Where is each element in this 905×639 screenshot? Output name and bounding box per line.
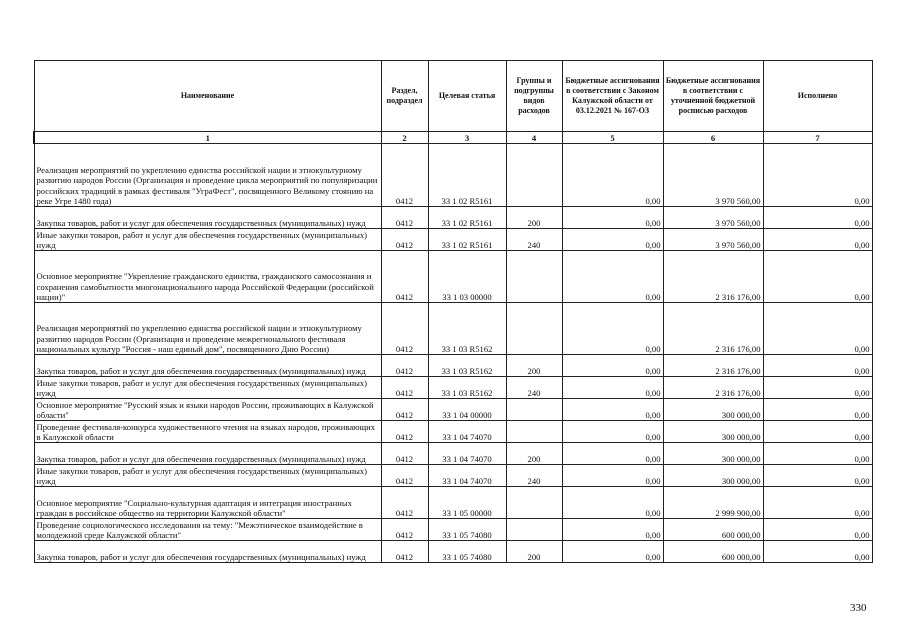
cell-group bbox=[506, 251, 562, 303]
cell-section: 0412 bbox=[381, 399, 428, 421]
cell-name: Проведение фестиваля-конкурса художественного чтения на языках народов, проживающих в Калужской области bbox=[34, 421, 381, 443]
table-row bbox=[34, 399, 872, 421]
cell-group bbox=[506, 421, 562, 443]
cell-section: 0412 bbox=[381, 303, 428, 355]
cell-section: 0412 bbox=[381, 487, 428, 519]
cell-target: 33 1 04 74070 bbox=[428, 465, 506, 487]
table-row bbox=[34, 443, 872, 465]
cell-law: 0,00 bbox=[562, 443, 663, 465]
cell-group: 240 bbox=[506, 229, 562, 251]
cell-section: 0412 bbox=[381, 519, 428, 541]
cell-name: Основное мероприятие "Русский язык и языки народов России, проживающих в Калужской области" bbox=[34, 399, 381, 421]
cell-done: 0,00 bbox=[763, 207, 872, 229]
cell-law: 0,00 bbox=[562, 207, 663, 229]
cell-target: 33 1 02 R5161 bbox=[428, 229, 506, 251]
header-target: Целевая статья bbox=[428, 61, 506, 132]
table-row bbox=[34, 541, 872, 563]
cell-name: Иные закупки товаров, работ и услуг для обеспечения государственных (муниципальных) нужд bbox=[34, 465, 381, 487]
cell-section: 0412 bbox=[381, 229, 428, 251]
cell-done: 0,00 bbox=[763, 303, 872, 355]
cell-updated: 300 000,00 bbox=[663, 399, 763, 421]
cell-updated: 2 316 176,00 bbox=[663, 355, 763, 377]
cell-law: 0,00 bbox=[562, 465, 663, 487]
cell-target: 33 1 02 R5161 bbox=[428, 144, 506, 207]
cell-name: Иные закупки товаров, работ и услуг для обеспечения государственных (муниципальных) нужд bbox=[34, 229, 381, 251]
table-row bbox=[34, 519, 872, 541]
cell-updated: 3 970 560,00 bbox=[663, 207, 763, 229]
cell-target: 33 1 02 R5161 bbox=[428, 207, 506, 229]
header-law: Бюджетные ассигнования в соответствии с Законом Калужской области от 03.12.2021 № 167-ОЗ bbox=[562, 61, 663, 132]
cell-group: 200 bbox=[506, 443, 562, 465]
cell-done: 0,00 bbox=[763, 465, 872, 487]
header-done: Исполнено bbox=[763, 61, 872, 132]
column-number: 7 bbox=[763, 132, 872, 144]
cell-section: 0412 bbox=[381, 541, 428, 563]
cell-done: 0,00 bbox=[763, 443, 872, 465]
column-number: 5 bbox=[562, 132, 663, 144]
column-number: 1 bbox=[34, 132, 381, 144]
cell-target: 33 1 05 74080 bbox=[428, 541, 506, 563]
cell-name: Иные закупки товаров, работ и услуг для обеспечения государственных (муниципальных) нужд bbox=[34, 377, 381, 399]
header-name: Наименование bbox=[34, 61, 381, 132]
cell-done: 0,00 bbox=[763, 487, 872, 519]
cell-name: Реализация мероприятий по укреплению единства российской нации и этнокультурному развитию народов России (Организация и проведение цикла мероприятий по популяризации российских традиций в рамках фестиваля "УграФест", посвященного Великому стоянию на реке Угре 1480 года) bbox=[34, 144, 381, 207]
cell-updated: 2 316 176,00 bbox=[663, 377, 763, 399]
cell-done: 0,00 bbox=[763, 541, 872, 563]
cell-target: 33 1 03 R5162 bbox=[428, 377, 506, 399]
column-number: 4 bbox=[506, 132, 562, 144]
cell-law: 0,00 bbox=[562, 487, 663, 519]
cell-target: 33 1 04 74070 bbox=[428, 421, 506, 443]
cell-group bbox=[506, 487, 562, 519]
table-row bbox=[34, 144, 872, 207]
cell-name: Реализация мероприятий по укреплению единства российской нации и этнокультурному развитию народов России (Организация и проведение межрегионального фестиваля национальных культур "Россия - наш единый дом", посвященного Дню России) bbox=[34, 303, 381, 355]
cell-section: 0412 bbox=[381, 207, 428, 229]
table-row bbox=[34, 229, 872, 251]
table-row bbox=[34, 251, 872, 303]
cell-name: Закупка товаров, работ и услуг для обеспечения государственных (муниципальных) нужд bbox=[34, 207, 381, 229]
column-number-row bbox=[34, 132, 872, 144]
cell-done: 0,00 bbox=[763, 421, 872, 443]
cell-updated: 300 000,00 bbox=[663, 465, 763, 487]
cell-name: Основное мероприятие "Социально-культурная адаптация и интеграция иностранных граждан в российское общество на территории Калужской области" bbox=[34, 487, 381, 519]
cell-updated: 3 970 560,00 bbox=[663, 144, 763, 207]
cell-group: 240 bbox=[506, 377, 562, 399]
cell-law: 0,00 bbox=[562, 355, 663, 377]
cell-law: 0,00 bbox=[562, 541, 663, 563]
table-row bbox=[34, 303, 872, 355]
cell-updated: 600 000,00 bbox=[663, 541, 763, 563]
cell-updated: 2 316 176,00 bbox=[663, 303, 763, 355]
column-number: 6 bbox=[663, 132, 763, 144]
cell-done: 0,00 bbox=[763, 355, 872, 377]
header-section: Раздел, подраздел bbox=[381, 61, 428, 132]
header-row bbox=[34, 61, 872, 132]
cell-law: 0,00 bbox=[562, 399, 663, 421]
cell-target: 33 1 04 00000 bbox=[428, 399, 506, 421]
header-groups: Группы и подгруппы видов расходов bbox=[506, 61, 562, 132]
cell-updated: 2 316 176,00 bbox=[663, 251, 763, 303]
cell-updated: 2 999 900,00 bbox=[663, 487, 763, 519]
table-row bbox=[34, 465, 872, 487]
cell-law: 0,00 bbox=[562, 144, 663, 207]
cell-law: 0,00 bbox=[562, 229, 663, 251]
cell-name: Закупка товаров, работ и услуг для обеспечения государственных (муниципальных) нужд bbox=[34, 541, 381, 563]
cell-done: 0,00 bbox=[763, 251, 872, 303]
cell-group bbox=[506, 303, 562, 355]
cell-target: 33 1 03 R5162 bbox=[428, 355, 506, 377]
cell-group: 240 bbox=[506, 465, 562, 487]
cell-law: 0,00 bbox=[562, 421, 663, 443]
cell-group bbox=[506, 399, 562, 421]
cell-group: 200 bbox=[506, 355, 562, 377]
cell-section: 0412 bbox=[381, 377, 428, 399]
column-number: 3 bbox=[428, 132, 506, 144]
cell-section: 0412 bbox=[381, 443, 428, 465]
cell-law: 0,00 bbox=[562, 519, 663, 541]
cell-target: 33 1 05 74080 bbox=[428, 519, 506, 541]
cell-updated: 300 000,00 bbox=[663, 443, 763, 465]
cell-name: Закупка товаров, работ и услуг для обеспечения государственных (муниципальных) нужд bbox=[34, 443, 381, 465]
cell-law: 0,00 bbox=[562, 377, 663, 399]
cell-law: 0,00 bbox=[562, 251, 663, 303]
cell-target: 33 1 03 R5162 bbox=[428, 303, 506, 355]
cell-updated: 600 000,00 bbox=[663, 519, 763, 541]
cell-section: 0412 bbox=[381, 251, 428, 303]
cell-name: Закупка товаров, работ и услуг для обеспечения государственных (муниципальных) нужд bbox=[34, 355, 381, 377]
header-updated: Бюджетные ассигнования в соответствии с уточненной бюджетной росписью расходов bbox=[663, 61, 763, 132]
table-row bbox=[34, 207, 872, 229]
cell-section: 0412 bbox=[381, 144, 428, 207]
cell-name: Проведение социологического исследования на тему: "Межэтническое взаимодействие в молодежной среде Калужской области" bbox=[34, 519, 381, 541]
cell-target: 33 1 05 00000 bbox=[428, 487, 506, 519]
table-body bbox=[34, 144, 872, 563]
cell-section: 0412 bbox=[381, 421, 428, 443]
cell-updated: 300 000,00 bbox=[663, 421, 763, 443]
cell-group bbox=[506, 519, 562, 541]
cell-section: 0412 bbox=[381, 465, 428, 487]
table-row bbox=[34, 487, 872, 519]
cell-updated: 3 970 560,00 bbox=[663, 229, 763, 251]
cell-target: 33 1 04 74070 bbox=[428, 443, 506, 465]
cell-group: 200 bbox=[506, 541, 562, 563]
cell-law: 0,00 bbox=[562, 303, 663, 355]
cell-done: 0,00 bbox=[763, 399, 872, 421]
budget-table bbox=[33, 60, 873, 563]
table-row bbox=[34, 377, 872, 399]
cell-done: 0,00 bbox=[763, 519, 872, 541]
cell-done: 0,00 bbox=[763, 144, 872, 207]
table-row bbox=[34, 355, 872, 377]
cell-done: 0,00 bbox=[763, 377, 872, 399]
table-row bbox=[34, 421, 872, 443]
page-number: 330 bbox=[850, 602, 867, 614]
cell-group bbox=[506, 144, 562, 207]
cell-target: 33 1 03 00000 bbox=[428, 251, 506, 303]
cell-name: Основное мероприятие "Укрепление гражданского единства, гражданского самосознания и сохранения самобытности многонационального народа Российской Федерации (российской нации)" bbox=[34, 251, 381, 303]
cell-done: 0,00 bbox=[763, 229, 872, 251]
cell-group: 200 bbox=[506, 207, 562, 229]
cell-section: 0412 bbox=[381, 355, 428, 377]
column-number: 2 bbox=[381, 132, 428, 144]
